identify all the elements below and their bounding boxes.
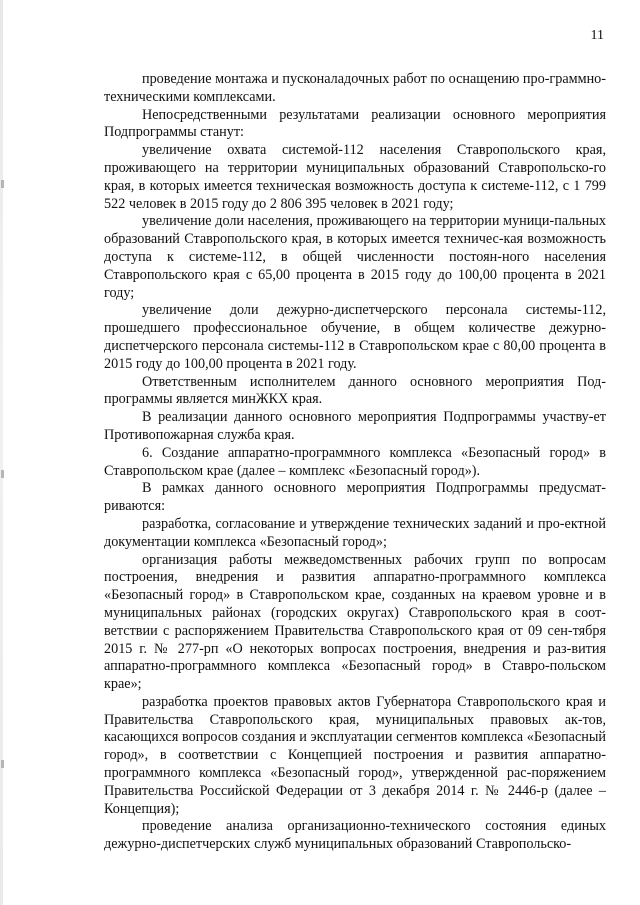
scan-mark (1, 180, 4, 188)
paragraph: увеличение доли населения, проживающего на территории муници-пальных образований Ставропольского края, в которых имеется техничес-кая возможность доступа к системе-112, в общей численности постоян-ного населения Ставропольского края с 65,00 процента в 2015 году до 100,00 процента в 2021 году; (104, 213, 606, 301)
paragraph: В рамках данного основного мероприятия Подпрограммы предусмат-риваются: (104, 480, 606, 515)
paragraph: В реализации данного основного мероприятия Подпрограммы участву-ет Противопожарная служба края. (104, 409, 606, 443)
page-number: 11 (590, 28, 604, 43)
paragraph: увеличение охвата системой-112 населения Ставропольского края, проживающего на территории муниципальных образований Ставропольско-го края, в которых имеется техническая возможность доступа к системе-112, с 1 799 522 человек в 2015 году до 2 806 395 человек в 2021 году; (104, 142, 606, 212)
paragraph: увеличение доли дежурно-диспетчерского персонала системы-112, прошедшего профессиональное обучение, в общем количестве дежурно-диспетчерского персонала системы-112 в Ставропольском крае с 80,00 процента в 2015 году до 100,00 процента в 2021 году. (104, 302, 606, 372)
paragraph: разработка проектов правовых актов Губернатора Ставропольского края и Правительства Ставропольского края, муниципальных правовых ак-тов, касающихся вопросов создания и эксплуатации сегментов комплекса «Безопасный город», в соответствии с Концепцией построения и развития аппаратно-программного комплекса «Безопасный город», утвержденной рас-поряжением Правительства Российской Федерации от 3 декабря 2014 г. № 2446-р (далее – Концепция); (104, 693, 606, 817)
paragraph: организация работы межведомственных рабочих групп по вопросам построения, внедрения и развития аппаратно-программного комплекса «Безопасный город» в Ставропольском крае, созданных на краевом уровне и в муниципальных районах (городских округах) Ставропольского края в соот-ветствии с распоряжением Правительства Ставропольского края от 09 сен-тября 2015 г. № 277-рп «О некоторых вопросах построения, внедрения и раз-вития аппаратно-программного комплекса «Безопасный город» в Ставро-польском крае»; (104, 551, 606, 693)
paragraph: проведение анализа организационно-технического состояния единых дежурно-диспетчерских служб муниципальных образований Ставропольско- (104, 818, 606, 853)
section-heading: 6. Создание аппаратно-программного комплекса «Безопасный город» в Ставропольском крае (далее – комплекс «Безопасный город»). (104, 444, 606, 479)
paragraph: проведение монтажа и пусконаладочных работ по оснащению про-граммно-техническими комплексами. (104, 71, 606, 105)
paragraph: Непосредственными результатами реализации основного мероприятия Подпрограммы станут: (104, 106, 606, 141)
scan-mark (1, 760, 4, 768)
paragraph: разработка, согласование и утверждение технических заданий и про-ектной документации комплекса «Безопасный город»; (104, 515, 606, 550)
paragraph: Ответственным исполнителем данного основного мероприятия Под-программы является минЖКХ края. (104, 373, 606, 408)
scan-edge (0, 0, 3, 905)
document-body (104, 71, 606, 854)
scan-mark (1, 470, 4, 478)
